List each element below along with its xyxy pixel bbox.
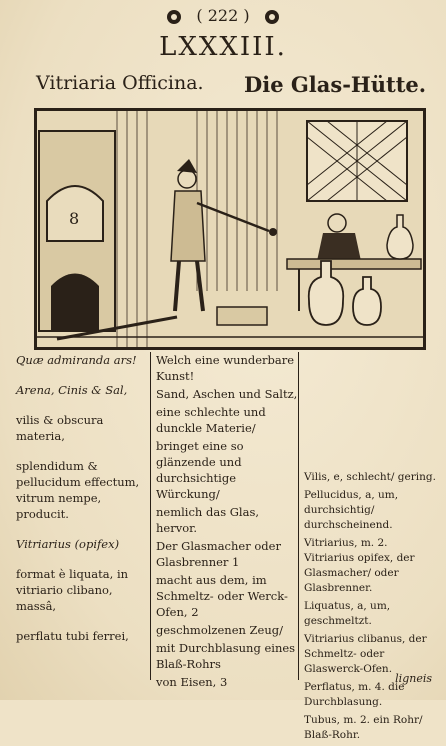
german-line: Welch eine wunderbare Kunst! bbox=[156, 353, 295, 383]
german-line: von Eisen, 3 bbox=[156, 675, 228, 689]
german-line: macht aus dem, im Schmeltz- oder Werck-Ofen, 2 bbox=[156, 573, 288, 619]
german-line: geschmolzenen Zeug/ bbox=[156, 623, 283, 637]
lesson-title-latin: Vitriaria Officina. bbox=[36, 72, 204, 94]
glasshouse-woodcut-illustration bbox=[34, 108, 426, 350]
latin-line: Quæ admiranda ars! bbox=[16, 353, 137, 367]
vocab-entry: Vitriarius clibanus, der Schmeltz- oder Glaswerck-Ofen. bbox=[304, 633, 427, 675]
column-divider bbox=[298, 352, 299, 680]
german-line: bringet eine so glänzende und durchsichtige Würckung/ bbox=[156, 439, 244, 501]
latin-line: perflatu tubi ferrei, bbox=[16, 629, 129, 643]
page-header bbox=[0, 6, 446, 25]
vocab-entry: Vitriarius, m. 2. Vitriarius opifex, der Glasmacher/ oder Glasbrenner. bbox=[304, 537, 415, 594]
latin-line: splendidum & pellucidum effectum, vitrum nempe, producit. bbox=[16, 459, 140, 521]
german-line: Der Glasmacher oder Glasbrenner 1 bbox=[156, 539, 281, 569]
latin-line: vilis & obscura materia, bbox=[16, 413, 104, 443]
lesson-title-german: Die Glas-Hütte. bbox=[244, 72, 427, 97]
lesson-numeral: LXXXIII. bbox=[159, 32, 287, 62]
vocab-entry: Vilis, e, schlecht/ gering. bbox=[304, 471, 436, 483]
column-divider bbox=[150, 352, 151, 680]
vocab-entry: Liquatus, a, um, geschmeltzt. bbox=[304, 600, 391, 627]
german-line: Sand, Aschen und Saltz, bbox=[156, 387, 298, 401]
latin-line: format è liquata, in vitriario clibano, massâ, bbox=[16, 567, 129, 613]
vocab-entry: Tubus, m. 2. ein Rohr/ Blaß-Rohr. bbox=[304, 714, 423, 741]
figure-number: 8 bbox=[69, 209, 80, 228]
vocabulary-column bbox=[304, 470, 438, 746]
latin-line: Arena, Cinis & Sal, bbox=[16, 383, 128, 397]
german-line: nemlich das Glas, hervor. bbox=[156, 505, 260, 535]
german-line: mit Durchblasung eines Blaß-Rohrs bbox=[156, 641, 296, 671]
latin-text-column bbox=[16, 352, 150, 658]
rosette-ornament-icon bbox=[167, 10, 181, 24]
vocab-entry: Perflatus, m. 4. die Durchblasung. bbox=[304, 681, 405, 708]
page-number: ( 222 ) bbox=[196, 6, 250, 25]
german-text-column bbox=[156, 352, 298, 692]
catchword: ligneis bbox=[395, 672, 432, 685]
rosette-ornament-icon bbox=[265, 10, 279, 24]
german-line: eine schlechte und dunckle Materie/ bbox=[156, 405, 266, 435]
latin-line: Vitriarius (opifex) bbox=[16, 537, 120, 551]
vocab-entry: Pellucidus, a, um, durchsichtig/ durchscheinend. bbox=[304, 489, 399, 531]
